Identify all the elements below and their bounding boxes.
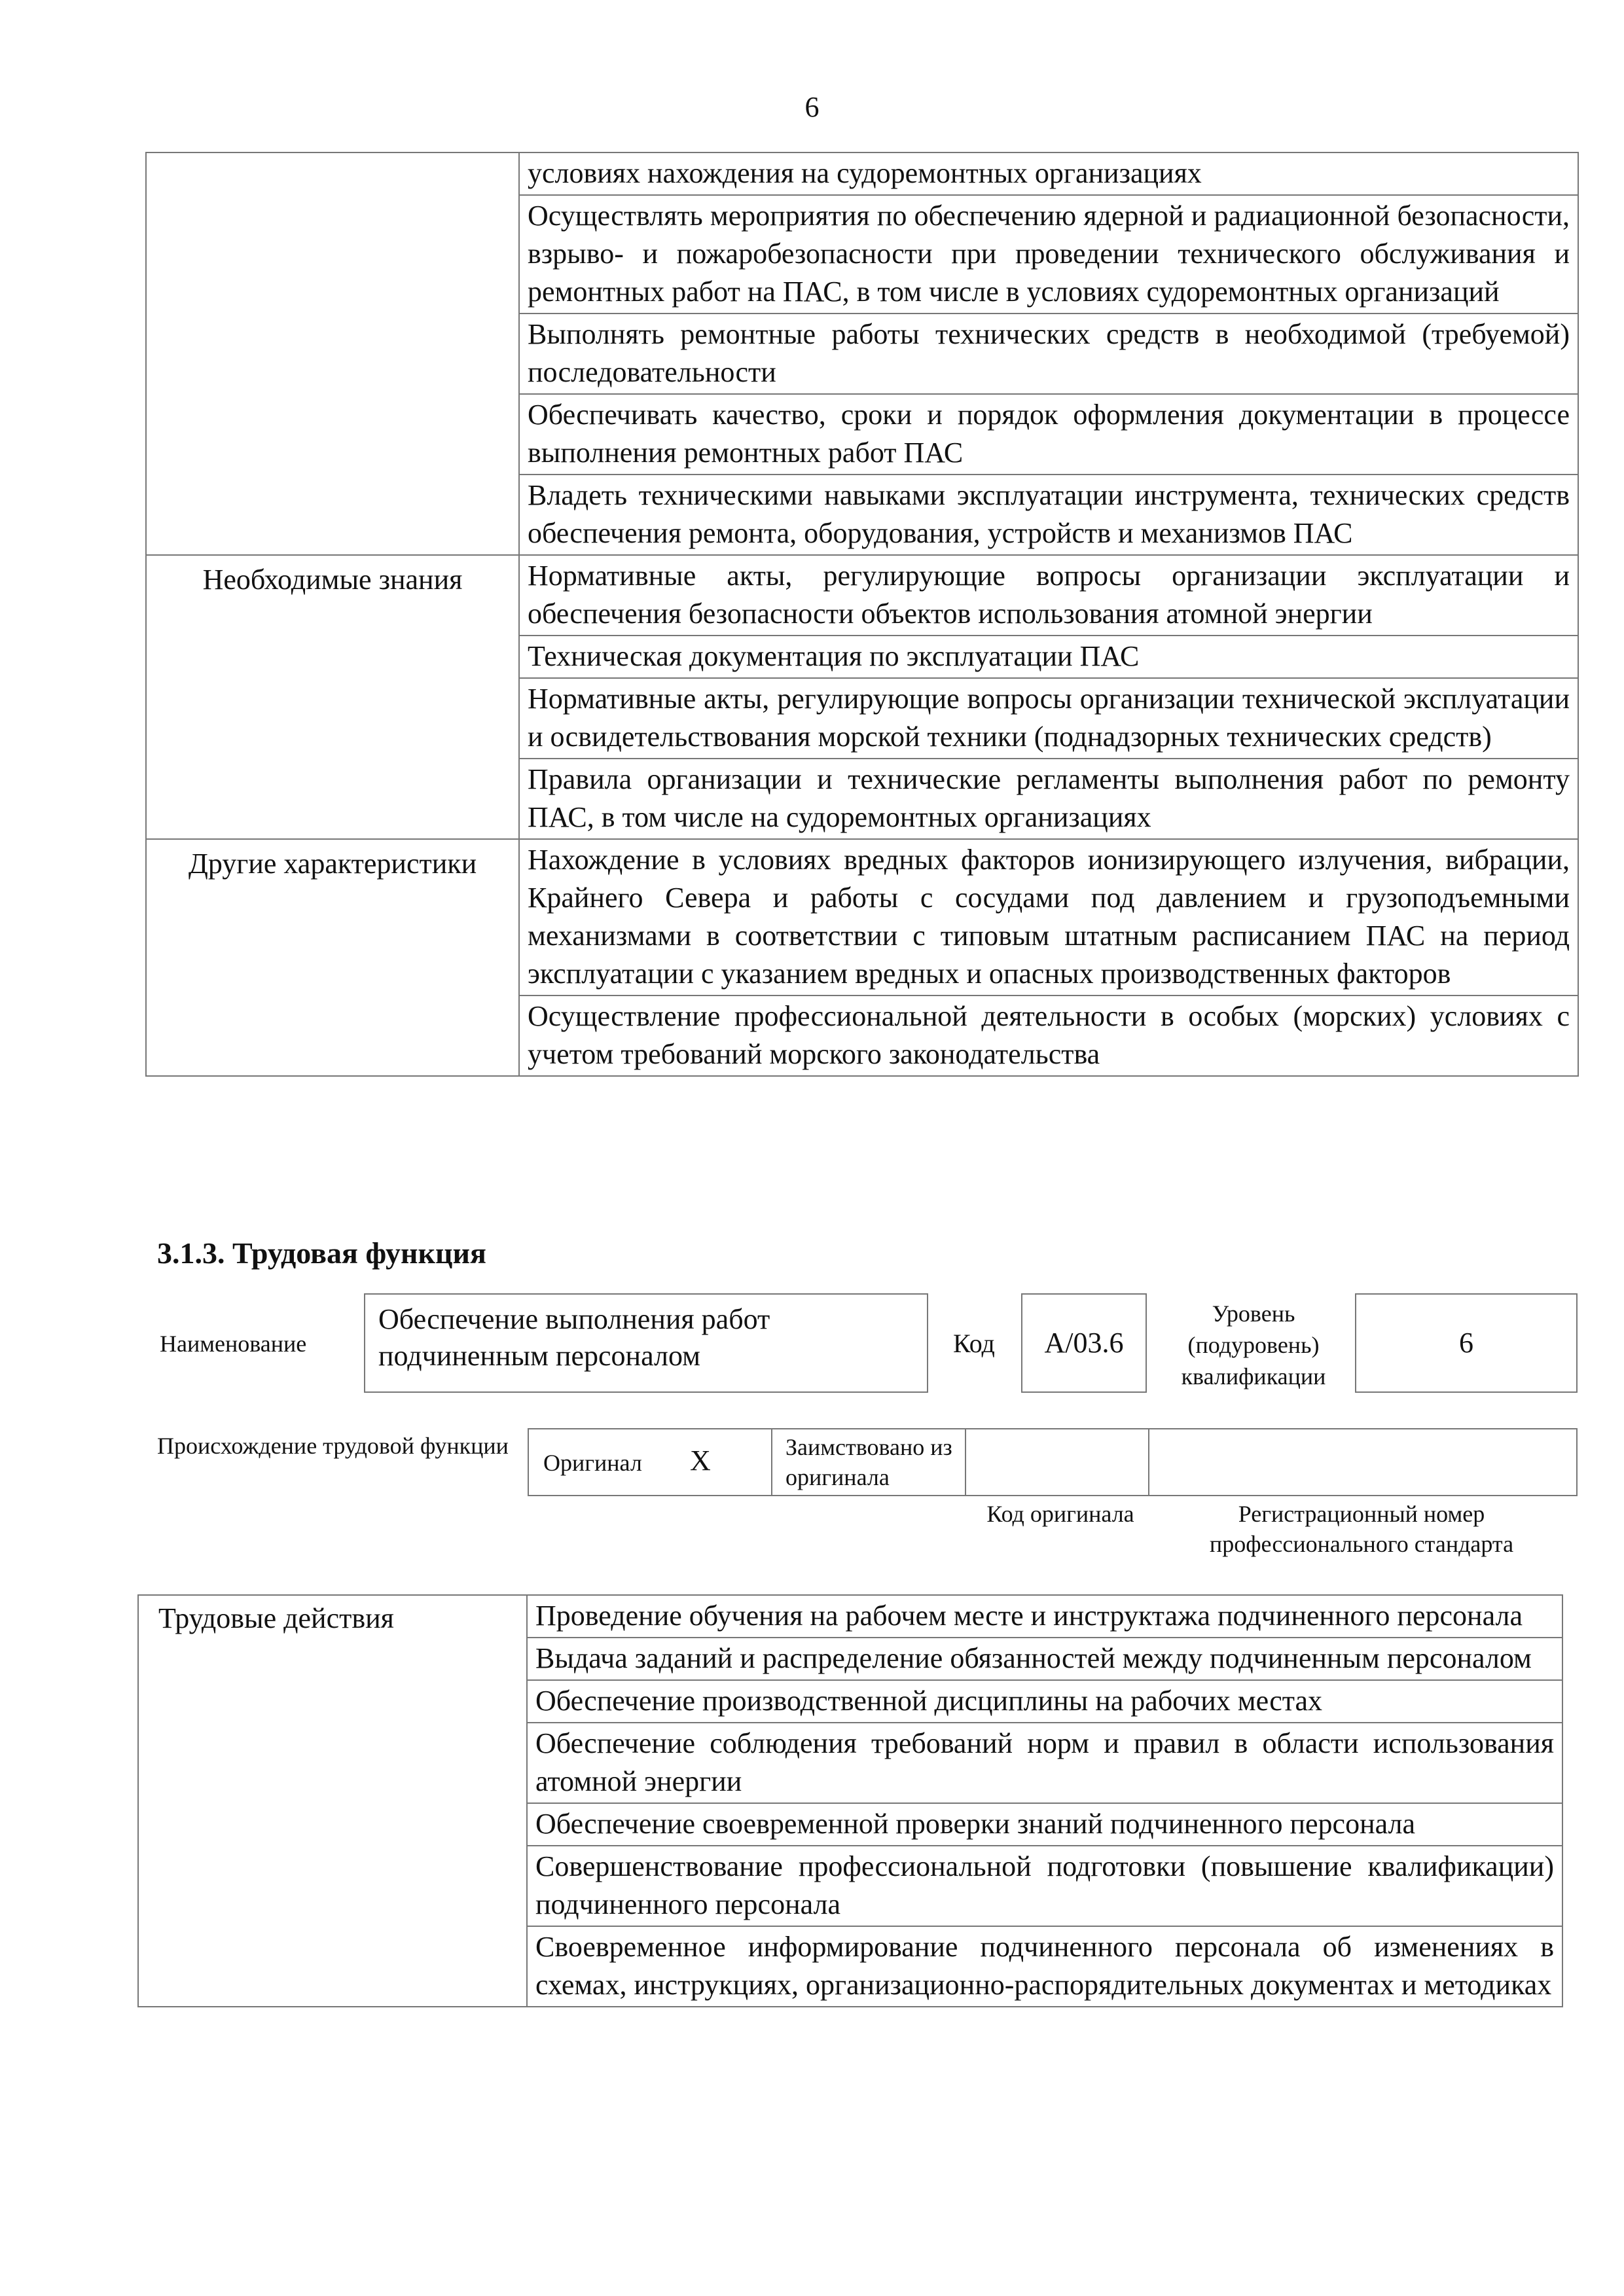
page-number: 6 [804, 91, 820, 123]
knowledge-item: Правила организации и технические регламенты выполнения работ по ремонту ПАС, в том числе на судоремонтных организациях [519, 759, 1578, 839]
reg-number-caption: Регистрационный номер профессионального стандарта [1209, 1501, 1514, 1557]
level-value: 6 [1459, 1327, 1473, 1359]
divider [771, 1428, 772, 1496]
table-row [146, 839, 1578, 996]
table-row [146, 152, 1578, 195]
table-row [146, 555, 1578, 636]
knowledge-item: Нормативные акты, регулирующие вопросы организации технической эксплуатации и освидетельствования морской техники (поднадзорных технических средств) [519, 678, 1578, 759]
borrowed-label: Заимствовано из оригинала [785, 1434, 952, 1490]
labor-actions-table [137, 1594, 1563, 2007]
action-item: Обеспечение своевременной проверки знаний подчиненного персонала [527, 1803, 1562, 1846]
table-row [138, 1595, 1562, 1638]
code-label: Код [953, 1329, 995, 1358]
row-label-other: Другие характеристики [146, 839, 519, 1076]
action-item: Обеспечение соблюдения требований норм и правил в области использования атомной энергии [527, 1723, 1562, 1803]
action-item: Своевременное информирование подчиненного персонала об изменениях в схемах, инструкциях, организационно-распорядительных документах и методиках [527, 1926, 1562, 2007]
function-name-value: Обеспечение выполнения работ подчиненным персоналом [378, 1303, 770, 1372]
level-label: Уровень (подуровень) квалификации [1181, 1300, 1326, 1390]
knowledge-item: Нормативные акты, регулирующие вопросы организации эксплуатации и обеспечения безопасности объектов использования атомной энергии [519, 555, 1578, 636]
characteristic-item: Нахождение в условиях вредных факторов ионизирующего излучения, вибрации, Крайнего Севера и работы с сосудами под давлением и грузоподъемными механизмами в соответствии с типовым штатным расписанием ПАС на период эксплуатации с указанием вредных и опасных производственных факторов [519, 839, 1578, 996]
section-title: 3.1.3. Трудовая функция [157, 1236, 486, 1270]
requirement-item: условиях нахождения на судоремонтных организациях [519, 152, 1578, 195]
divider [965, 1428, 966, 1496]
continued-requirements-table [145, 152, 1579, 1077]
function-name-box [364, 1293, 928, 1393]
original-cell [528, 1428, 772, 1496]
original-mark: X [690, 1444, 711, 1477]
code-box [1021, 1293, 1147, 1393]
origin-label: Происхождение трудовой функции [157, 1433, 509, 1459]
action-item: Выдача заданий и распределение обязанностей между подчиненным персоналом [527, 1638, 1562, 1680]
action-item: Совершенствование профессиональной подготовки (повышение квалификации) подчиненного персонала [527, 1846, 1562, 1926]
row-label [146, 152, 519, 555]
requirement-item: Владеть техническими навыками эксплуатации инструмента, технических средств обеспечения ремонта, оборудования, устройств и механизмов ПАС [519, 475, 1578, 555]
knowledge-item: Техническая документация по эксплуатации ПАС [519, 636, 1578, 678]
divider [1148, 1428, 1149, 1496]
requirement-item: Обеспечивать качество, сроки и порядок оформления документации в процессе выполнения ремонтных работ ПАС [519, 394, 1578, 475]
level-box [1355, 1293, 1578, 1393]
name-label: Наименование [160, 1331, 307, 1357]
original-label: Оригинал [543, 1450, 642, 1476]
original-code-caption: Код оригинала [986, 1501, 1134, 1527]
row-label-knowledge: Необходимые знания [146, 555, 519, 839]
code-value: А/03.6 [1044, 1327, 1124, 1359]
action-item: Обеспечение производственной дисциплины на рабочих местах [527, 1680, 1562, 1723]
action-item: Проведение обучения на рабочем месте и инструктажа подчиненного персонала [527, 1595, 1562, 1638]
requirement-item: Осуществлять мероприятия по обеспечению ядерной и радиационной безопасности, взрыво- и пожаробезопасности при проведении технического обслуживания и ремонтных работ на ПАС, в том числе в условиях судоремонтных организаций [519, 195, 1578, 314]
characteristic-item: Осуществление профессиональной деятельности в особых (морских) условиях с учетом требований морского законодательства [519, 996, 1578, 1076]
row-label-actions: Трудовые действия [138, 1595, 527, 2007]
requirement-item: Выполнять ремонтные работы технических средств в необходимой (требуемой) последовательности [519, 314, 1578, 394]
